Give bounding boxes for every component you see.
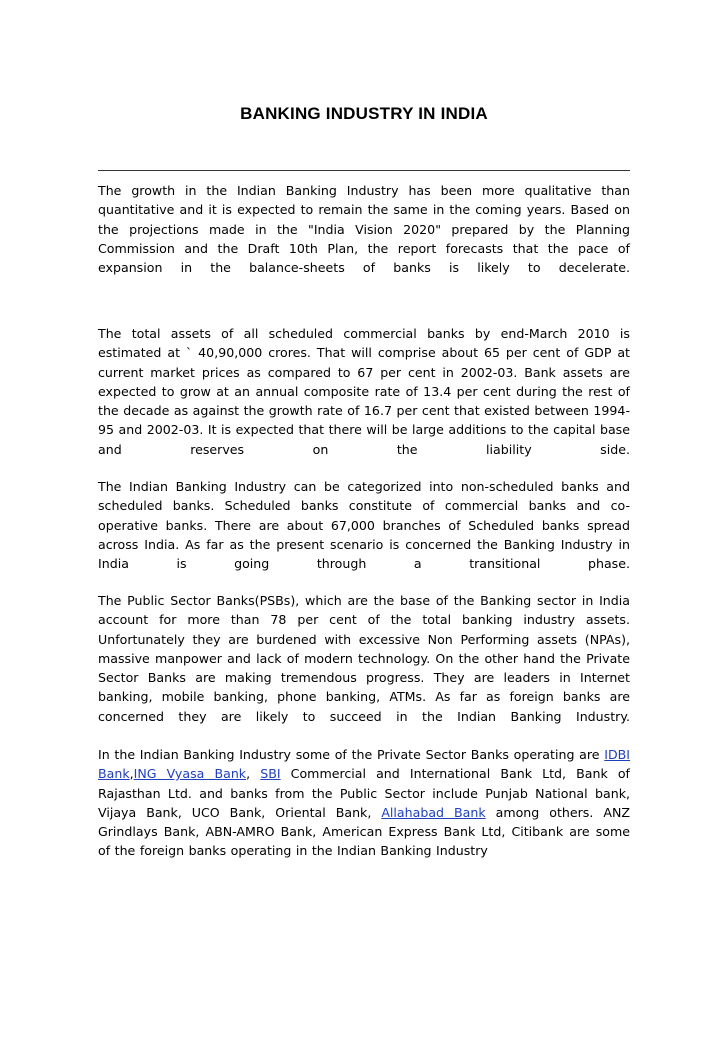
p5-middle: Commercial and International Bank Ltd, Bank of Rajasthan Ltd. and banks from the Public Sector include Punjab National bank, Vijaya Bank, UCO Bank, Oriental Bank,	[98, 766, 630, 820]
paragraph-categories: The Indian Banking Industry can be categorized into non-scheduled banks and scheduled banks. Scheduled banks constitute of commercial banks and co-operative banks. There are about 67,000 branches of Scheduled banks spread across India. As far as the present scenario is concerned the Banking Industry in India is going through a transitional phase.	[98, 479, 630, 572]
link-sbi[interactable]: SBI	[260, 766, 281, 782]
paragraph-growth: The growth in the Indian Banking Industry has been more qualitative than quantitative and it is expected to remain the same in the coming years. Based on the projections made in the "India Vision 2020" prepared by the Planning Commission and the Draft 10th Plan, the report forecasts that the pace of expansion in the balance-sheets of banks is likely to decelerate.	[98, 183, 630, 276]
p5-separator: ,	[129, 766, 134, 782]
p5-end: among others. ANZ Grindlays Bank, ABN-AMRO Bank, American Express Bank Ltd, Citibank are some of the foreign banks operating in the Indian Banking Industry	[98, 804, 630, 859]
link-ing-vyasa-bank[interactable]: ING Vyasa Bank	[133, 766, 247, 782]
link-allahabad-bank[interactable]: Allahabad Bank	[381, 804, 486, 820]
link-idbi-bank[interactable]: IDBI Bank	[98, 747, 630, 782]
paragraph-total-assets: The total assets of all scheduled commercial banks by end-March 2010 is estimated at ` 40,90,000 crores. That will comprise about 65 per cent of GDP at current market prices as compared to 67 per cent in 2002-03. Bank assets are expected to grow at an annual composite rate of 13.4 per cent during the rest of the decade as against the growth rate of 16.7 per cent that existed between 1994-95 and 2002-03. It is expected that there will be large additions to the capital base and reserves on the liability side.	[98, 326, 630, 457]
page-title: BANKING INDUSTRY IN INDIA	[240, 104, 488, 123]
paragraph-private-banks	[98, 745, 630, 861]
p5-intro: In the Indian Banking Industry some of the Private Sector Banks operating are	[98, 747, 605, 762]
paragraph-public-sector: The Public Sector Banks(PSBs), which are the base of the Banking sector in India account for more than 78 per cent of the total banking industry assets. Unfortunately they are burdened with excessive Non Performing assets (NPAs), massive manpower and lack of modern technology. On the other hand the Private Sector Banks are making tremendous progress. They are leaders in Internet banking, mobile banking, phone banking, ATMs. As far as foreign banks are concerned they are likely to succeed in the Indian Banking Industry.	[98, 593, 630, 724]
p5-separator: ,	[246, 766, 261, 782]
horizontal-rule	[98, 170, 630, 171]
